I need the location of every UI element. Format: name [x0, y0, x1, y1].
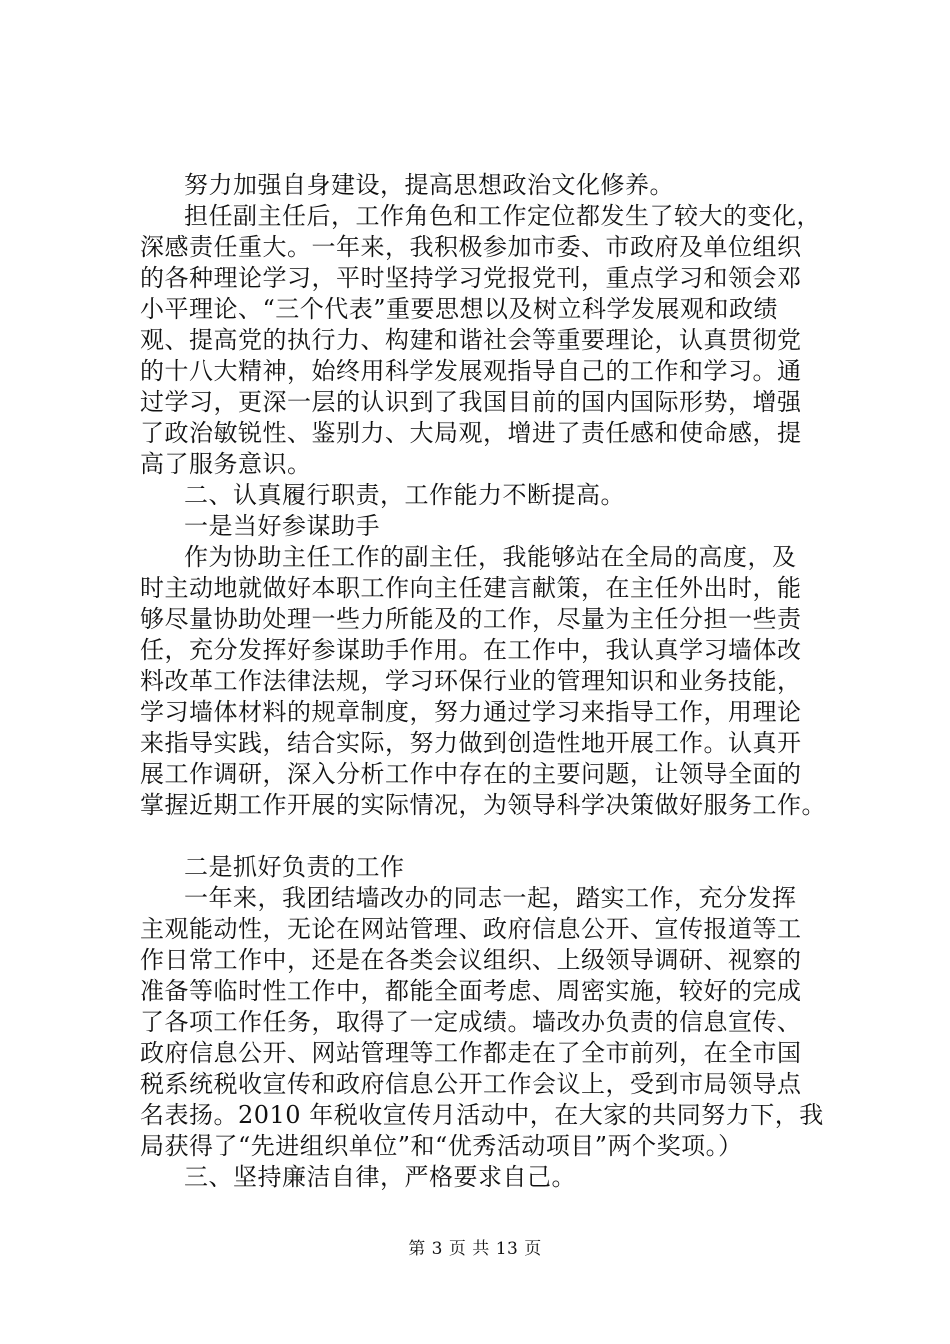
- paragraph-line: 主观能动性，无论在网站管理、政府信息公开、宣传报道等工: [140, 915, 802, 943]
- paragraph-line: 观、提高党的执行力、构建和谐社会等重要理论，认真贯彻党: [140, 326, 802, 354]
- paragraph-line: 高了服务意识。: [140, 450, 312, 478]
- paragraph-line: 过学习，更深一层的认识到了我国目前的国内国际形势，增强: [140, 388, 802, 416]
- paragraph-line: 名表扬。2010 年税收宣传月活动中，在大家的共同努力下，我: [140, 1101, 824, 1129]
- paragraph-line: 准备等临时性工作中，都能全面考虑、周密实施，较好的完成: [140, 977, 802, 1005]
- paragraph-line: 掌握近期工作开展的实际情况，为领导科学决策做好服务工作。: [140, 791, 826, 819]
- paragraph-line: 努力加强自身建设，提高思想政治文化修养。: [184, 171, 674, 199]
- paragraph-line: 的各种理论学习，平时坚持学习党报党刊，重点学习和领会邓: [140, 264, 802, 292]
- paragraph-line: 税系统税收宣传和政府信息公开工作会议上，受到市局领导点: [140, 1070, 802, 1098]
- paragraph-line: 料改革工作法律法规，学习环保行业的管理知识和业务技能，: [140, 667, 802, 695]
- section-heading: 二、认真履行职责，工作能力不断提高。: [184, 481, 625, 509]
- paragraph-line: 作为协助主任工作的副主任，我能够站在全局的高度，及: [184, 543, 797, 571]
- document-body: [140, 170, 840, 1193]
- paragraph-line: 小平理论、“三个代表”重要思想以及树立科学发展观和政绩: [140, 295, 779, 323]
- paragraph-line: 了政治敏锐性、鉴别力、大局观，增进了责任感和使命感，提: [140, 419, 802, 447]
- paragraph-line: 担任副主任后，工作角色和工作定位都发生了较大的变化，: [184, 202, 821, 230]
- paragraph-line: 时主动地就做好本职工作向主任建言献策，在主任外出时，能: [140, 574, 802, 602]
- paragraph-line: 够尽量协助处理一些力所能及的工作，尽量为主任分担一些责: [140, 605, 802, 633]
- subsection-heading: 二是抓好负责的工作: [184, 853, 405, 881]
- subsection-heading: 一是当好参谋助手: [184, 512, 380, 540]
- paragraph-line: 局获得了“先进组织单位”和“优秀活动项目”两个奖项。）: [140, 1132, 743, 1160]
- paragraph-line: 深感责任重大。一年来，我积极参加市委、市政府及单位组织: [140, 233, 802, 261]
- paragraph-line: 了各项工作任务，取得了一定成绩。墙改办负责的信息宣传、: [140, 1008, 802, 1036]
- paragraph-line: 来指导实践，结合实际，努力做到创造性地开展工作。认真开: [140, 729, 802, 757]
- paragraph-line: 任，充分发挥好参谋助手作用。在工作中，我认真学习墙体改: [140, 636, 802, 664]
- paragraph-line: 作日常工作中，还是在各类会议组织、上级领导调研、视察的: [140, 946, 802, 974]
- paragraph-line: 学习墙体材料的规章制度，努力通过学习来指导工作，用理论: [140, 698, 802, 726]
- paragraph-line: 一年来，我团结墙改办的同志一起，踏实工作，充分发挥: [184, 884, 797, 912]
- paragraph-line: 展工作调研，深入分析工作中存在的主要问题，让领导全面的: [140, 760, 802, 788]
- paragraph-line: 的十八大精神，始终用科学发展观指导自己的工作和学习。通: [140, 357, 802, 385]
- paragraph-line: 政府信息公开、网站管理等工作都走在了全市前列，在全市国: [140, 1039, 802, 1067]
- section-heading: 三、坚持廉洁自律，严格要求自己。: [184, 1163, 576, 1191]
- paragraph-gap: [140, 821, 840, 852]
- page-number-footer: 第 3 页 共 13 页: [408, 1239, 542, 1259]
